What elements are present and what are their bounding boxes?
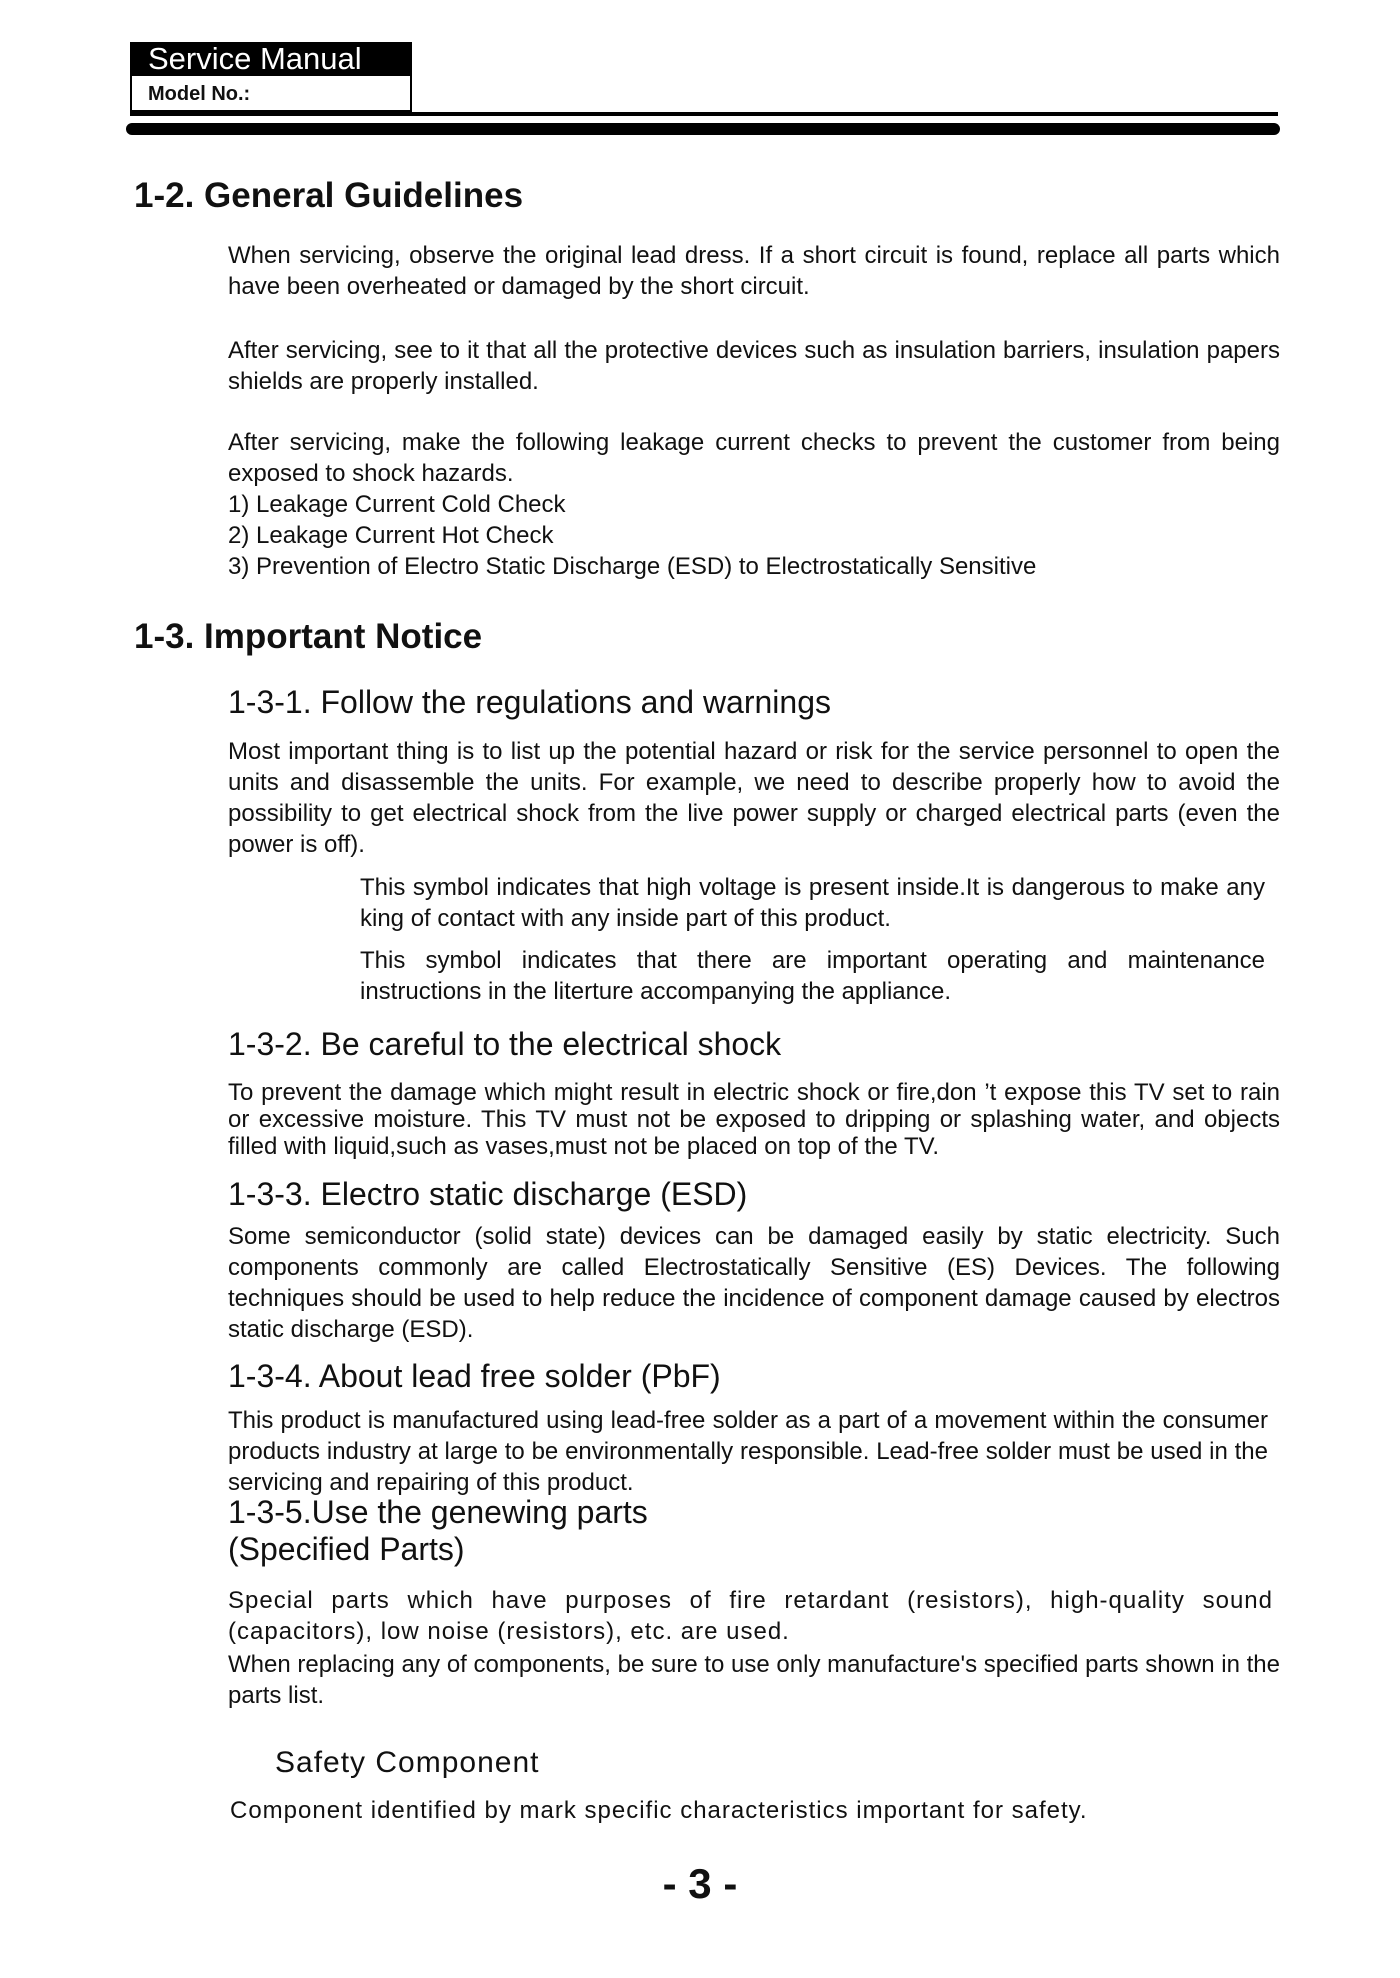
operating-instructions-symbol-note: This symbol indicates that there are important operating and maintenance instructions in the literture accompanying the appliance.	[360, 947, 1265, 1005]
subsection-heading-electrical-shock: 1-3-2. Be careful to the electrical shock	[228, 1026, 782, 1062]
section-heading-general-guidelines: 1-2. General Guidelines	[134, 176, 524, 215]
document-title: Service Manual	[130, 42, 412, 76]
general-paragraph-3: After servicing, make the following leakage current checks to prevent the customer from being exposed to shock hazards.	[228, 429, 1280, 487]
list-item: 2) Leakage Current Hot Check	[228, 522, 554, 549]
leakage-check-list	[228, 489, 1036, 582]
subsection-heading-lead-free-solder: 1-3-4. About lead free solder (PbF)	[228, 1358, 721, 1394]
subsection-heading-regulations: 1-3-1. Follow the regulations and warnings	[228, 684, 831, 720]
lead-free-solder-paragraph: This product is manufactured using lead-free solder as a part of a movement within the consumer products industry at large to be environmentally responsible. Lead-free solder must be used in the servicing and repairing of this product.	[228, 1407, 1268, 1496]
subsection-heading-esd: 1-3-3. Electro static discharge (ESD)	[228, 1176, 748, 1212]
subsection-heading-genuine-parts-line2: (Specified Parts)	[228, 1531, 465, 1567]
header-rule-thin	[130, 112, 1278, 116]
model-number-label: Model No.:	[148, 83, 251, 105]
page-number: - 3 -	[662, 1860, 738, 1907]
specified-parts-paragraph-1: Special parts which have purposes of fire retardant (resistors), high-quality sound (capacitors), low noise (resistors), etc. are used.	[228, 1587, 1273, 1645]
electrical-shock-paragraph: To prevent the damage which might result in electric shock or fire,don ’t expose this TV set to rain or excessive moisture. This TV must not be exposed to dripping or splashing water, and objects filled with liquid,such as vases,must not be placed on top of the TV.	[228, 1079, 1280, 1160]
list-item: 1) Leakage Current Cold Check	[228, 491, 566, 518]
header-rule-thick	[126, 123, 1280, 135]
section-heading-important-notice: 1-3. Important Notice	[134, 617, 483, 656]
regulations-paragraph: Most important thing is to list up the potential hazard or risk for the service personnel to open the units and disassemble the units. For example, we need to describe properly how to avoid the possibility to get electrical shock from the live power supply or charged electrical parts (even the power is off).	[228, 738, 1280, 858]
high-voltage-symbol-note: This symbol indicates that high voltage is present inside.It is dangerous to make any king of contact with any inside part of this product.	[360, 874, 1265, 932]
general-paragraph-1: When servicing, observe the original lead dress. If a short circuit is found, replace all parts which have been overheated or damaged by the short circuit.	[228, 242, 1280, 300]
general-paragraph-2: After servicing, see to it that all the protective devices such as insulation barriers, insulation papers shields are properly installed.	[228, 337, 1280, 395]
subsection-heading-genuine-parts: 1-3-5.Use the genewing parts	[228, 1494, 648, 1530]
safety-component-text: Component identified by mark specific characteristics important for safety.	[230, 1797, 1088, 1824]
specified-parts-paragraph-2: When replacing any of components, be sure to use only manufacture's specified parts shown in the parts list.	[228, 1651, 1280, 1709]
safety-component-heading: Safety Component	[275, 1746, 540, 1779]
list-item: 3) Prevention of Electro Static Discharge (ESD) to Electrostatically Sensitive	[228, 553, 1037, 580]
esd-paragraph: Some semiconductor (solid state) devices can be damaged easily by static electricity. Such components commonly are called Electrostatically Sensitive (ES) Devices. The following techniques should be used to help reduce the incidence of component damage caused by electros static discharge (ESD).	[228, 1223, 1280, 1343]
